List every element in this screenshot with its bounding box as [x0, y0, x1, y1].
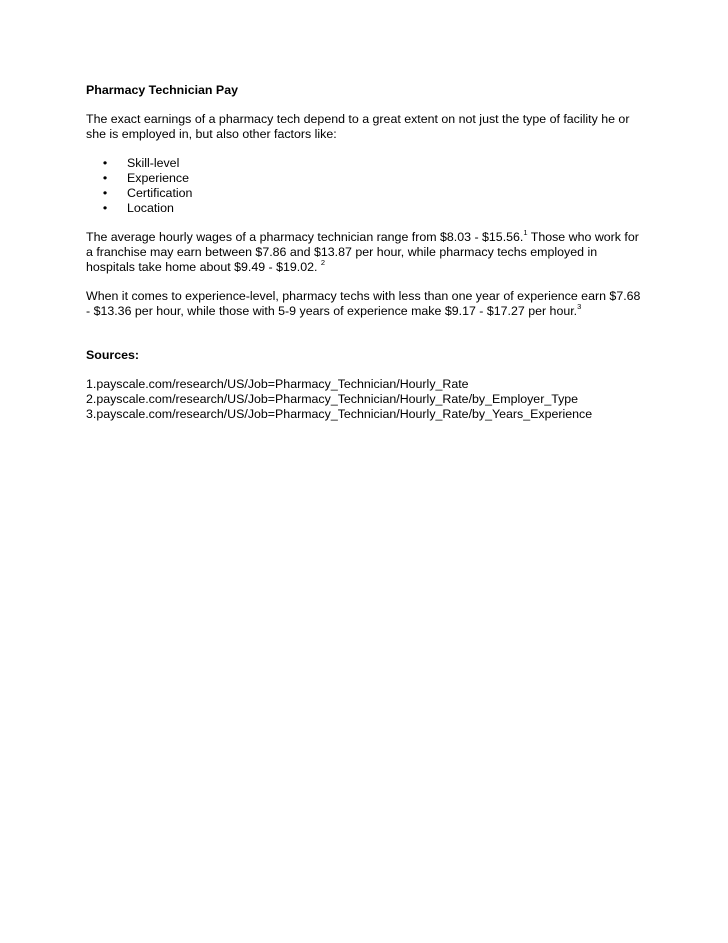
footnote-ref-2: 2	[320, 257, 326, 267]
bullet-icon: •	[102, 171, 108, 185]
list-item-label: Experience	[127, 171, 189, 185]
bullet-icon: •	[102, 156, 108, 170]
footnote-ref-1: 1	[523, 227, 528, 237]
footnote-ref-3: 3	[577, 301, 582, 311]
wages-paragraph	[86, 227, 646, 275]
list-item	[86, 201, 646, 216]
list-item-label: Certification	[127, 186, 193, 200]
source-link: 2.payscale.com/research/US/Job=Pharmacy_Technician/Hourly_Rate/by_Employer_Type	[86, 392, 579, 406]
page-title: Pharmacy Technician Pay	[86, 83, 238, 97]
list-item-label: Skill-level	[127, 156, 180, 170]
source-link: 3.payscale.com/research/US/Job=Pharmacy_Technician/Hourly_Rate/by_Years_Experience	[86, 407, 593, 421]
wages-text-part2: Those who work for a franchise may earn between $7.86 and $13.87 per hour, while pharmacy techs employed in hospitals take home about $9.49 - $19.02.	[86, 230, 639, 274]
bullet-icon: •	[102, 201, 108, 215]
document-page	[86, 83, 646, 422]
intro-paragraph: The exact earnings of a pharmacy tech depend to a great extent on not just the type of facility he or she is employed in, but also other factors like:	[86, 112, 630, 141]
wages-text-part1: The average hourly wages of a pharmacy technician range from $8.03 - $15.56.	[86, 230, 524, 244]
sources-heading: Sources:	[86, 348, 140, 362]
experience-text: When it comes to experience-level, pharmacy techs with less than one year of experience earn $7.68 - $13.36 per hour, while those with 5-9 years of experience make $9.17 - $17.27 per hour.	[86, 289, 641, 318]
bullet-icon: •	[102, 186, 108, 200]
source-link: 1.payscale.com/research/US/Job=Pharmacy_Technician/Hourly_Rate	[86, 377, 469, 391]
list-item-label: Location	[127, 201, 174, 215]
sources-list	[86, 377, 646, 422]
list-item	[86, 171, 646, 186]
experience-paragraph	[86, 289, 646, 319]
list-item	[86, 186, 646, 201]
factors-list	[86, 156, 646, 216]
list-item	[86, 156, 646, 171]
